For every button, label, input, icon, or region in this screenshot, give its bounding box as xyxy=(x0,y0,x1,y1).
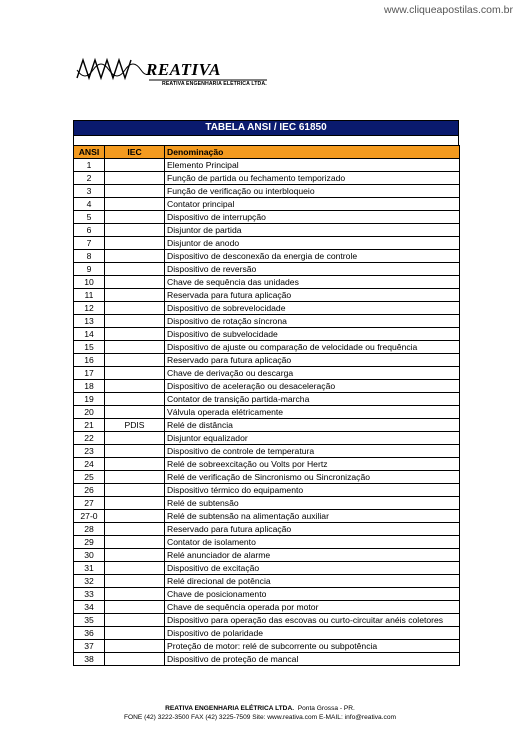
table-row xyxy=(74,536,460,549)
cell-iec xyxy=(105,224,165,237)
cell-denominacao: Contator de transição partida-marcha xyxy=(165,393,460,406)
table-row xyxy=(74,510,460,523)
cell-denominacao: Dispositivo para operação das escovas ou curto-circuitar anéis coletores xyxy=(165,614,460,627)
cell-iec xyxy=(105,406,165,419)
cell-denominacao: Chave de posicionamento xyxy=(165,588,460,601)
cell-denominacao: Reservado para futura aplicação xyxy=(165,523,460,536)
table-row xyxy=(74,653,460,666)
cell-iec xyxy=(105,575,165,588)
cell-ansi: 36 xyxy=(74,627,105,640)
table-row xyxy=(74,172,460,185)
cell-ansi: 15 xyxy=(74,341,105,354)
cell-iec xyxy=(105,172,165,185)
cell-iec xyxy=(105,328,165,341)
cell-iec xyxy=(105,614,165,627)
cell-iec xyxy=(105,523,165,536)
cell-denominacao: Dispositivo de aceleração ou desaceleração xyxy=(165,380,460,393)
cell-ansi: 21 xyxy=(74,419,105,432)
cell-ansi: 26 xyxy=(74,484,105,497)
cell-ansi: 34 xyxy=(74,601,105,614)
table-row xyxy=(74,263,460,276)
cell-iec xyxy=(105,536,165,549)
table-gap xyxy=(73,136,459,145)
cell-denominacao: Dispositivo de interrupção xyxy=(165,211,460,224)
cell-denominacao: Dispositivo de polaridade xyxy=(165,627,460,640)
table-row xyxy=(74,471,460,484)
cell-denominacao: Chave de sequência operada por motor xyxy=(165,601,460,614)
cell-iec xyxy=(105,549,165,562)
cell-iec xyxy=(105,211,165,224)
cell-denominacao: Função de partida ou fechamento temporizado xyxy=(165,172,460,185)
cell-denominacao: Disjuntor de anodo xyxy=(165,237,460,250)
cell-denominacao: Contator de isolamento xyxy=(165,536,460,549)
ansi-table xyxy=(73,145,460,666)
cell-iec xyxy=(105,341,165,354)
cell-ansi: 30 xyxy=(74,549,105,562)
table-row xyxy=(74,237,460,250)
table-row xyxy=(74,523,460,536)
table-row xyxy=(74,315,460,328)
table-row xyxy=(74,367,460,380)
site-url: www.cliqueapostilas.com.br xyxy=(384,4,513,16)
cell-iec xyxy=(105,315,165,328)
cell-iec xyxy=(105,250,165,263)
cell-iec xyxy=(105,471,165,484)
table-row xyxy=(74,627,460,640)
brand-subtitle: REATIVA ENGENHARIA ELÉTRICA LTDA. xyxy=(162,81,267,87)
footer-company: REATIVA ENGENHARIA ELÉTRICA LTDA. xyxy=(165,705,295,712)
footer-company-line xyxy=(0,705,520,712)
cell-denominacao: Relé de verificação de Sincronismo ou Sincronização xyxy=(165,471,460,484)
table-header-row xyxy=(74,146,460,159)
cell-ansi: 13 xyxy=(74,315,105,328)
table-row xyxy=(74,419,460,432)
cell-ansi: 33 xyxy=(74,588,105,601)
cell-iec xyxy=(105,497,165,510)
cell-ansi: 16 xyxy=(74,354,105,367)
cell-ansi: 9 xyxy=(74,263,105,276)
table-row xyxy=(74,354,460,367)
cell-iec xyxy=(105,432,165,445)
table-row xyxy=(74,211,460,224)
cell-ansi: 18 xyxy=(74,380,105,393)
table-title: TABELA ANSI / IEC 61850 xyxy=(73,120,459,136)
table-row xyxy=(74,588,460,601)
cell-denominacao: Dispositivo de reversão xyxy=(165,263,460,276)
column-header-denominacao: Denominação xyxy=(165,146,460,159)
cell-denominacao: Disjuntor de partida xyxy=(165,224,460,237)
table-row xyxy=(74,159,460,172)
cell-ansi: 11 xyxy=(74,289,105,302)
table-row xyxy=(74,224,460,237)
cell-iec xyxy=(105,510,165,523)
column-header-ansi: ANSI xyxy=(74,146,105,159)
table-row xyxy=(74,289,460,302)
cell-iec xyxy=(105,302,165,315)
brand-name: REATIVA xyxy=(146,60,221,79)
table-row xyxy=(74,393,460,406)
cell-denominacao: Dispositivo de controle de temperatura xyxy=(165,445,460,458)
cell-ansi: 38 xyxy=(74,653,105,666)
cell-denominacao: Proteção de motor: relé de subcorrente ou subpotência xyxy=(165,640,460,653)
cell-ansi: 28 xyxy=(74,523,105,536)
cell-denominacao: Dispositivo de proteção de mancal xyxy=(165,653,460,666)
cell-denominacao: Dispositivo de sobrevelocidade xyxy=(165,302,460,315)
cell-denominacao: Dispositivo de ajuste ou comparação de velocidade ou frequência xyxy=(165,341,460,354)
cell-ansi: 29 xyxy=(74,536,105,549)
cell-iec xyxy=(105,276,165,289)
cell-ansi: 7 xyxy=(74,237,105,250)
table-row xyxy=(74,276,460,289)
cell-iec xyxy=(105,653,165,666)
cell-ansi: 2 xyxy=(74,172,105,185)
table-row xyxy=(74,484,460,497)
cell-iec xyxy=(105,185,165,198)
cell-ansi: 27-0 xyxy=(74,510,105,523)
cell-denominacao: Chave de sequência das unidades xyxy=(165,276,460,289)
table-row xyxy=(74,497,460,510)
cell-ansi: 22 xyxy=(74,432,105,445)
cell-ansi: 19 xyxy=(74,393,105,406)
table-row xyxy=(74,562,460,575)
cell-ansi: 12 xyxy=(74,302,105,315)
cell-iec xyxy=(105,289,165,302)
table-row xyxy=(74,406,460,419)
cell-denominacao: Dispositivo de rotação síncrona xyxy=(165,315,460,328)
table-body xyxy=(74,159,460,666)
cell-denominacao: Dispositivo de desconexão da energia de controle xyxy=(165,250,460,263)
cell-denominacao: Disjuntor equalizador xyxy=(165,432,460,445)
table-row xyxy=(74,185,460,198)
cell-iec xyxy=(105,380,165,393)
cell-ansi: 24 xyxy=(74,458,105,471)
table-row xyxy=(74,302,460,315)
cell-ansi: 32 xyxy=(74,575,105,588)
cell-ansi: 35 xyxy=(74,614,105,627)
cell-ansi: 17 xyxy=(74,367,105,380)
cell-iec xyxy=(105,354,165,367)
cell-denominacao: Relé de sobreexcitação ou Volts por Hertz xyxy=(165,458,460,471)
cell-ansi: 10 xyxy=(74,276,105,289)
cell-denominacao: Reservada para futura aplicação xyxy=(165,289,460,302)
cell-denominacao: Relé direcional de potência xyxy=(165,575,460,588)
cell-ansi: 25 xyxy=(74,471,105,484)
cell-iec xyxy=(105,588,165,601)
cell-denominacao: Função de verificação ou interbloqueio xyxy=(165,185,460,198)
cell-iec xyxy=(105,445,165,458)
cell-ansi: 3 xyxy=(74,185,105,198)
cell-iec xyxy=(105,562,165,575)
table-row xyxy=(74,250,460,263)
table-row xyxy=(74,328,460,341)
cell-ansi: 37 xyxy=(74,640,105,653)
cell-ansi: 1 xyxy=(74,159,105,172)
cell-ansi: 5 xyxy=(74,211,105,224)
table-row xyxy=(74,445,460,458)
cell-iec: PDIS xyxy=(105,419,165,432)
cell-iec xyxy=(105,367,165,380)
cell-denominacao: Relé de subtensão xyxy=(165,497,460,510)
cell-ansi: 4 xyxy=(74,198,105,211)
cell-ansi: 31 xyxy=(74,562,105,575)
footer-city: Ponta Grossa - PR. xyxy=(297,705,355,712)
cell-denominacao: Dispositivo de subvelocidade xyxy=(165,328,460,341)
table-row xyxy=(74,198,460,211)
ansi-table-container xyxy=(73,120,459,666)
cell-iec xyxy=(105,627,165,640)
cell-denominacao: Reservado para futura aplicação xyxy=(165,354,460,367)
cell-ansi: 8 xyxy=(74,250,105,263)
column-header-iec: IEC xyxy=(105,146,165,159)
table-row xyxy=(74,575,460,588)
cell-denominacao: Elemento Principal xyxy=(165,159,460,172)
cell-iec xyxy=(105,484,165,497)
cell-ansi: 20 xyxy=(74,406,105,419)
cell-denominacao: Válvula operada elétricamente xyxy=(165,406,460,419)
cell-ansi: 27 xyxy=(74,497,105,510)
cell-denominacao: Chave de derivação ou descarga xyxy=(165,367,460,380)
cell-denominacao: Relé de distância xyxy=(165,419,460,432)
cell-ansi: 14 xyxy=(74,328,105,341)
table-row xyxy=(74,549,460,562)
cell-denominacao: Dispositivo de excitação xyxy=(165,562,460,575)
cell-denominacao: Contator principal xyxy=(165,198,460,211)
cell-iec xyxy=(105,237,165,250)
cell-iec xyxy=(105,263,165,276)
cell-denominacao: Dispositivo térmico do equipamento xyxy=(165,484,460,497)
cell-iec xyxy=(105,640,165,653)
cell-iec xyxy=(105,601,165,614)
table-row xyxy=(74,432,460,445)
cell-iec xyxy=(105,393,165,406)
table-row xyxy=(74,614,460,627)
cell-denominacao: Relé anunciador de alarme xyxy=(165,549,460,562)
cell-iec xyxy=(105,458,165,471)
cell-denominacao: Relé de subtensão na alimentação auxiliar xyxy=(165,510,460,523)
table-row xyxy=(74,341,460,354)
footer-contact: FONE (42) 3222-3500 FAX (42) 3225-7509 Site: www.reativa.com E-MAIL: info@reativa.com xyxy=(123,714,397,721)
table-row xyxy=(74,458,460,471)
cell-iec xyxy=(105,198,165,211)
table-row xyxy=(74,380,460,393)
cell-ansi: 23 xyxy=(74,445,105,458)
cell-iec xyxy=(105,159,165,172)
table-row xyxy=(74,640,460,653)
table-row xyxy=(74,601,460,614)
cell-ansi: 6 xyxy=(74,224,105,237)
